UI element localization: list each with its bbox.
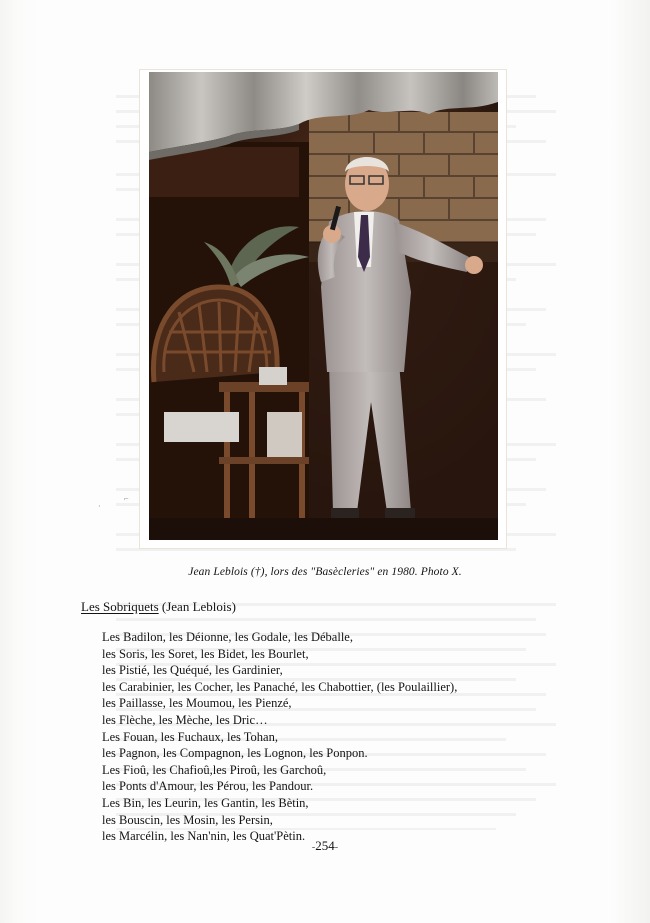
list-item: les Ponts d'Amour, les Pérou, les Pandour. — [102, 779, 314, 794]
list-item: les Soris, les Soret, les Bidet, les Bourlet, — [102, 646, 309, 661]
photo-side-mark-small: · — [98, 502, 101, 511]
list-item: les Bouscin, les Mosin, les Persin, — [102, 812, 273, 827]
section-title: Les Sobriquets — [81, 599, 159, 614]
list-item: les Paillasse, les Moumou, les Pienzé, — [102, 696, 292, 711]
list-item: Les Bin, les Leurin, les Gantin, les Bètin, — [102, 795, 309, 810]
list-item: Les Fouan, les Fuchaux, les Tohan, — [102, 729, 278, 744]
nickname-list — [102, 629, 457, 845]
section-author: (Jean Leblois) — [161, 599, 236, 614]
photo-side-mark: ⌐ — [124, 494, 129, 503]
photo-caption: Jean Leblois (†), lors des "Basècleries" en 1980. Photo X. — [188, 566, 462, 578]
list-item: les Flèche, les Mèche, les Dric… — [102, 712, 268, 727]
page-number-right-dash: - — [334, 842, 339, 853]
page-number-value: 254 — [315, 838, 335, 853]
list-item: Les Badilon, les Déionne, les Godale, les Déballe, — [102, 630, 353, 644]
section-heading — [81, 599, 236, 615]
page-number-left-dash: - — [311, 842, 316, 853]
list-item: Les Fioû, les Chafioû,les Piroû, les Garchoû, — [102, 762, 327, 777]
photo-jean-leblois — [149, 72, 498, 540]
photo-illustration — [149, 72, 498, 540]
list-item: les Pistié, les Quéqué, les Gardinier, — [102, 663, 283, 678]
page-number — [0, 838, 650, 854]
list-item: les Pagnon, les Compagnon, les Lognon, les Ponpon. — [102, 746, 368, 761]
list-item: les Marcélin, les Nan'nin, les Quat'Pètin. — [102, 829, 306, 844]
list-item: les Carabinier, les Cocher, les Panaché, les Chabottier, (les Poulaillier), — [102, 679, 458, 694]
